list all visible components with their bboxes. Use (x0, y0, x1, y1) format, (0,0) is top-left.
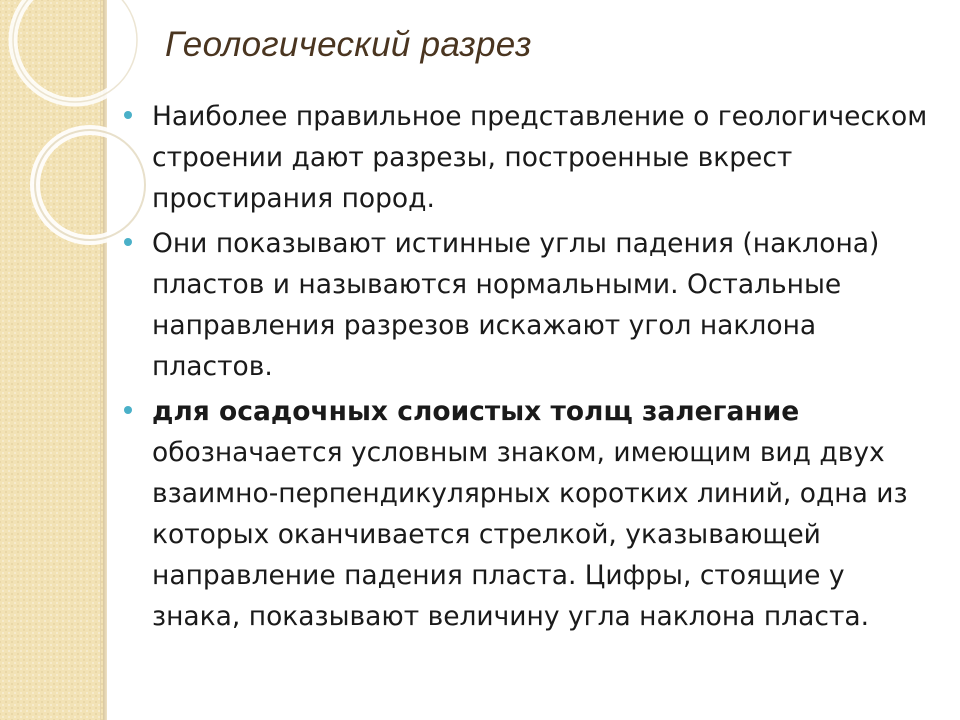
bullet-text: Они показывают истинные углы падения (наклона) пластов и называются нормальными. Остальные направления разрезов искажают угол наклона пластов. (152, 228, 880, 382)
bullet-text: обозначается условным знаком, имеющим вид двух взаимно-перпендикулярных коротких линий, одна из которых оканчивается стрелкой, указывающей направление падения пласта. Цифры, стоящие у знака, показывают величину угла наклона пласта. (152, 437, 908, 632)
bullet-list (118, 96, 930, 641)
bullet-text: Наиболее правильное представление о геологическом строении дают разрезы, построенные вкрест простирания пород. (152, 101, 928, 214)
bullet-dot-icon (124, 238, 132, 246)
slide-title: Геологический разрез (165, 25, 532, 64)
bullet-item (118, 391, 930, 637)
bullet-dot-icon (124, 111, 132, 119)
bullet-dot-icon (124, 406, 132, 414)
bullet-bold-lead: для осадочных слоистых толщ залегание (152, 396, 800, 427)
bullet-item (118, 223, 930, 387)
bullet-item (118, 96, 930, 219)
